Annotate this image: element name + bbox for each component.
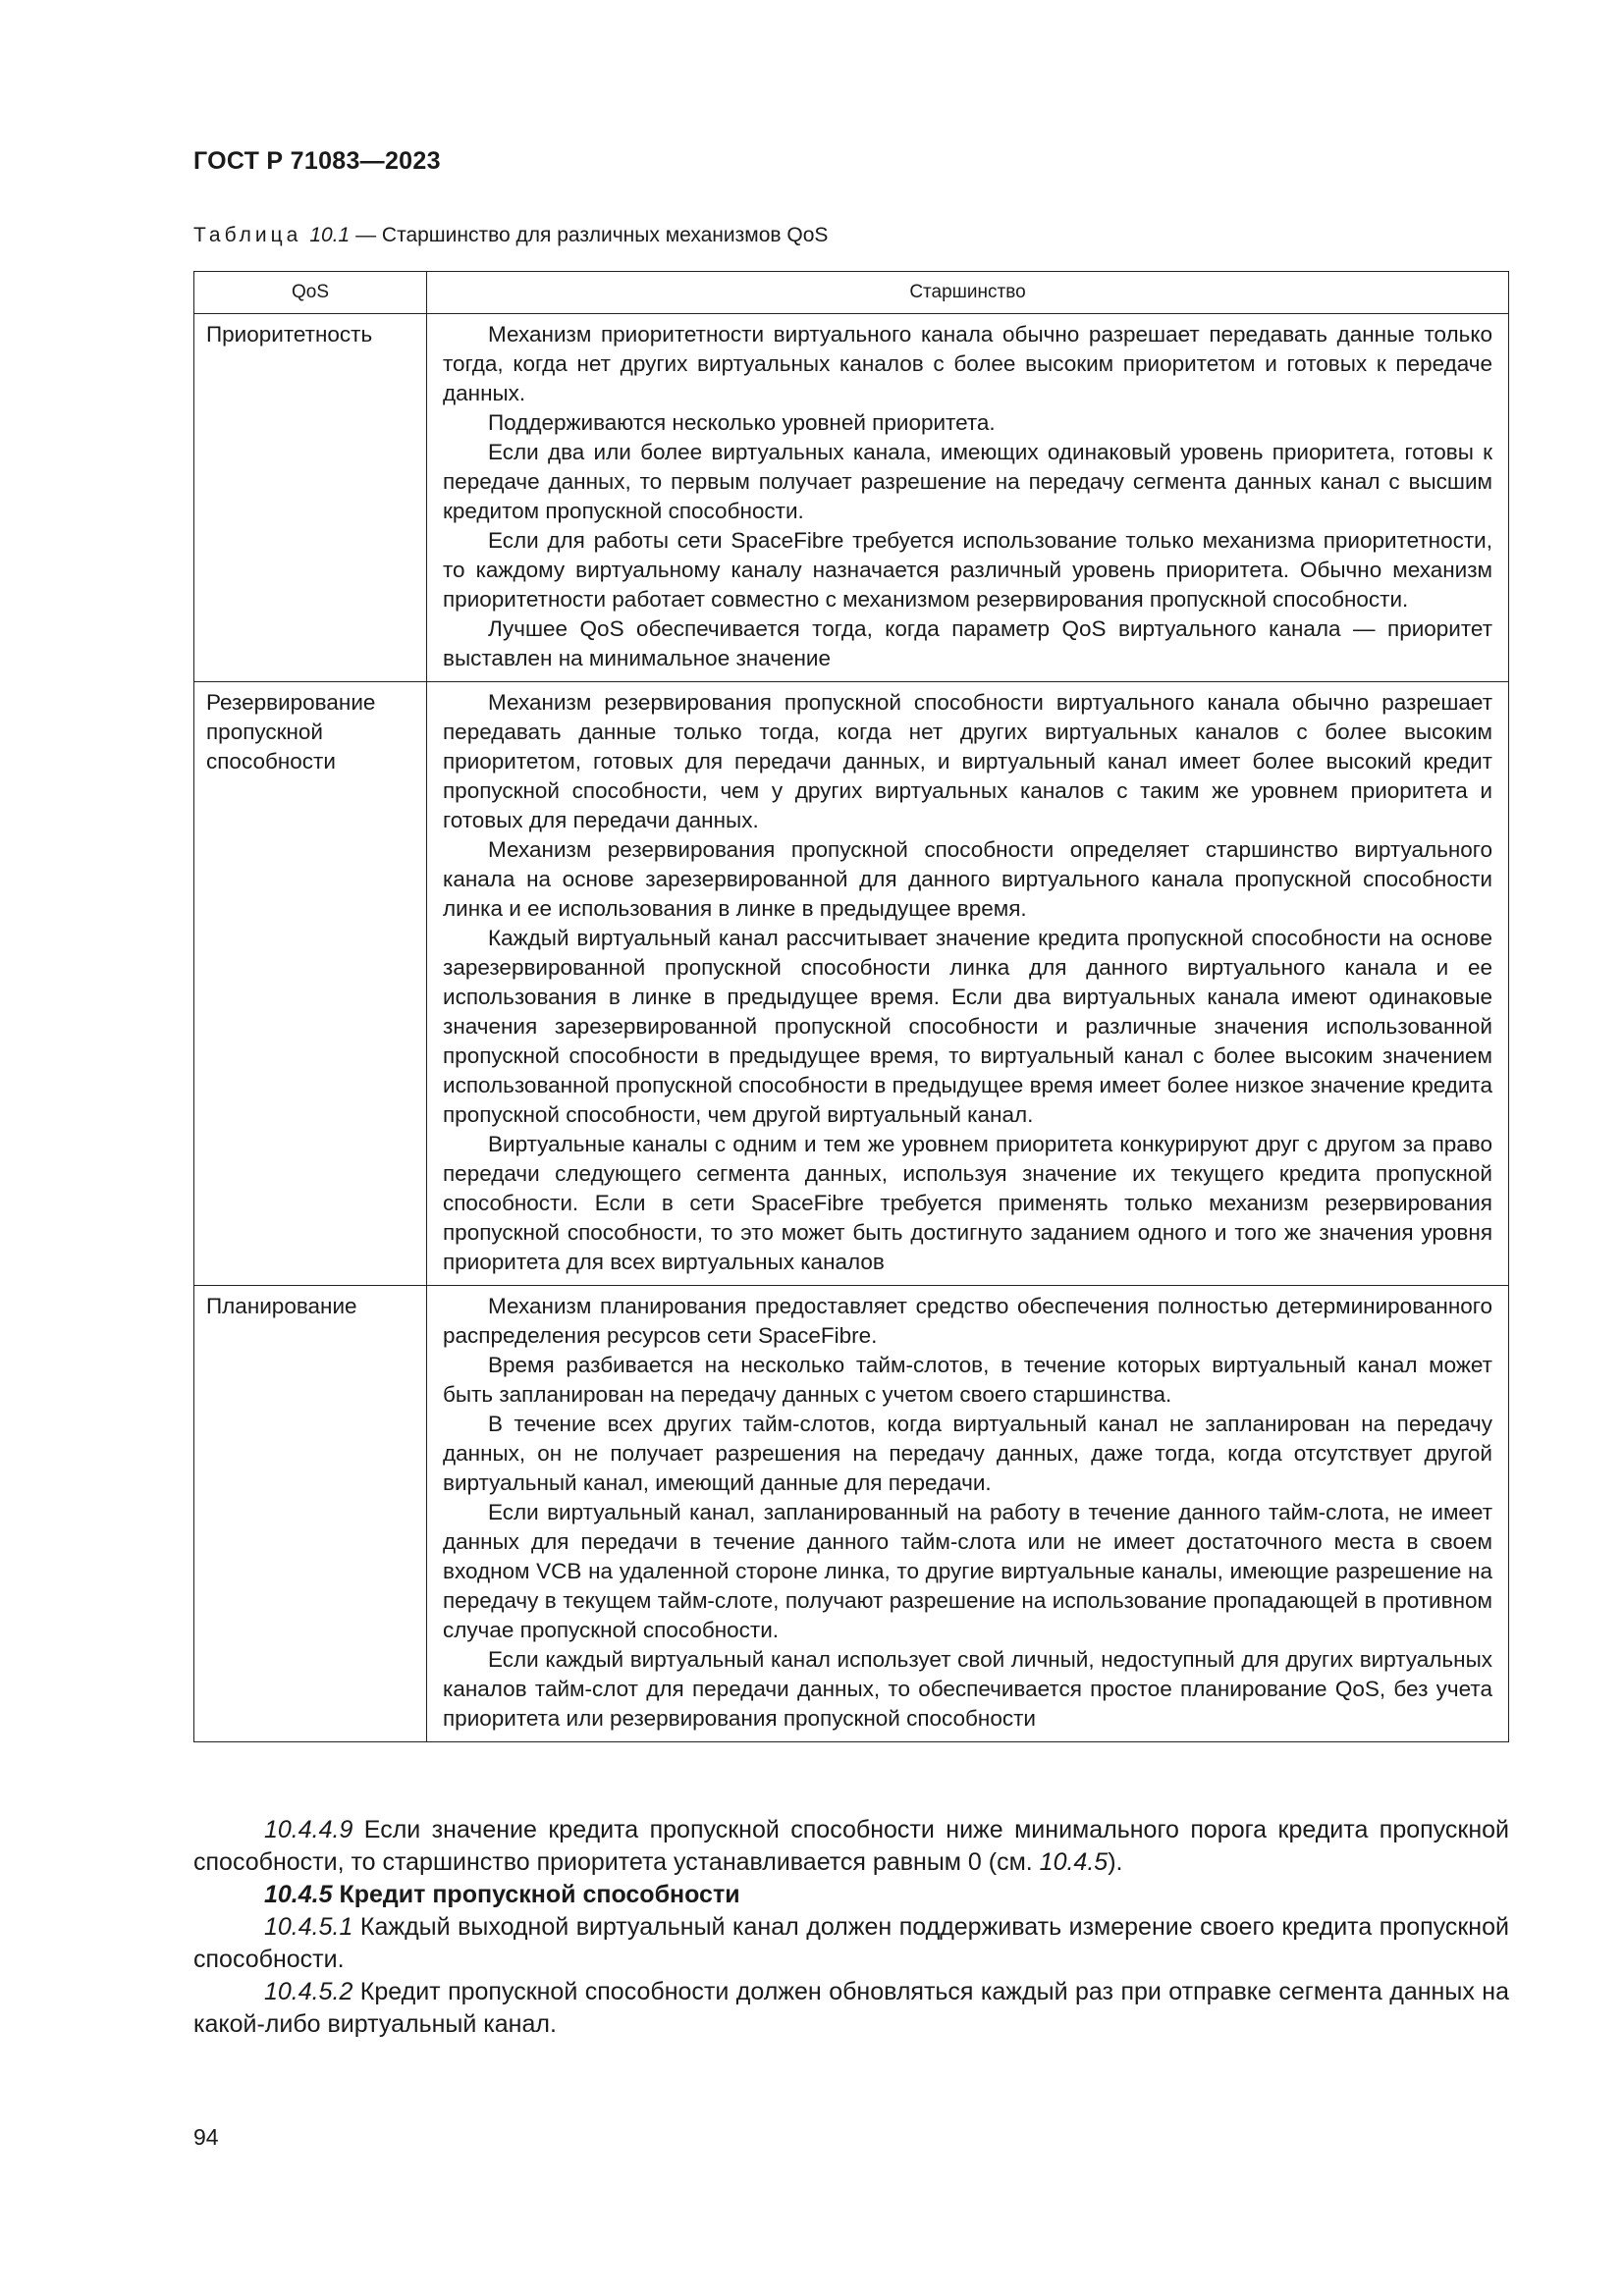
precedence-cell [427, 314, 1509, 682]
column-header-qos: QoS [194, 272, 427, 314]
table-header-row [194, 272, 1509, 314]
clause-text-end: ). [1108, 1848, 1123, 1876]
section-heading [193, 1879, 1509, 1911]
clause-10-4-5-2 [193, 1976, 1509, 2041]
precedence-paragraph: Механизм резервирования пропускной способности виртуального канала обычно разрешает передавать данные только тогда, когда нет других виртуальных каналов с более высоким приоритетом, готовых для передачи данных, и виртуальный канал имеет более высокий кредит пропускной способности, чем у других виртуальных каналов с таким же уровнем приоритета и готовых для передачи данных. [443, 690, 1492, 832]
qos-cell: Планирование [194, 1286, 427, 1742]
body-text [193, 1814, 1509, 2041]
precedence-paragraph: Механизм планирования предоставляет средство обеспечения полностью детерминированного распределения ресурсов сети SpaceFibre. [443, 1294, 1492, 1348]
table-row [194, 682, 1509, 1286]
precedence-paragraph: Виртуальные каналы с одним и тем же уровнем приоритета конкурируют друг с другом за право передачи следующего сегмента данных, используя значение их текущего кредита пропускной способности. Если в сети SpaceFibre требуется применять только механизм резервирования пропускной способности, то это может быть достигнуто заданием одного и того же значения уровня приоритета для всех виртуальных каналов [443, 1132, 1492, 1274]
clause-reference-link[interactable]: 10.4.5 [1039, 1848, 1109, 1876]
precedence-paragraph: Если два или более виртуальных канала, имеющих одинаковый уровень приоритета, готовы к передаче данных, то первым получает разрешение на передачу сегмента данных канал с высшим кредитом пропускной способности. [443, 440, 1492, 523]
qos-cell: Резервирование пропускной способности [194, 682, 427, 1286]
section-number: 10.4.5 [264, 1881, 333, 1908]
precedence-paragraph: В течение всех других тайм-слотов, когда виртуальный канал не запланирован на передачу данных, он не получает разрешения на передачу данных, даже тогда, когда отсутствует другой виртуальный канал, имеющий данные для передачи. [443, 1412, 1492, 1495]
precedence-paragraph: Механизм резервирования пропускной способности определяет старшинство виртуального канала на основе зарезервированной для данного виртуального канала пропускной способности линка и ее использования в линке в предыдущее время. [443, 837, 1492, 921]
clause-number: 10.4.5.1 [264, 1913, 353, 1941]
precedence-paragraph: Механизм приоритетности виртуального канала обычно разрешает передавать данные только тогда, когда нет других виртуальных каналов с более высоким приоритетом и готовых к передаче данных. [443, 322, 1492, 405]
precedence-paragraph: Время разбивается на несколько тайм-слотов, в течение которых виртуальный канал может быть запланирован на передачу данных с учетом своего старшинства. [443, 1353, 1492, 1407]
page-number: 94 [193, 2124, 219, 2150]
qos-cell: Приоритетность [194, 314, 427, 682]
precedence-paragraph: Если виртуальный канал, запланированный на работу в течение данного тайм-слота, не имеет данных для передачи в течение данного тайм-слота или не имеет достаточного места в своем входном VCB на удаленной стороне линка, то другие виртуальные каналы, имеющие разрешение на передачу в текущем тайм-слоте, получают разрешение на использование пропадающей в противном случае пропускной способности. [443, 1500, 1492, 1642]
clause-text: Кредит пропускной способности должен обновляться каждый раз при отправке сегмента данных на какой-либо виртуальный канал. [193, 1978, 1509, 2038]
clause-number: 10.4.4.9 [264, 1816, 353, 1843]
precedence-paragraph: Каждый виртуальный канал рассчитывает значение кредита пропускной способности на основе зарезервированной пропускной способности линка для данного виртуального канала и ее использования в линке в предыдущее время. Если два виртуальных канала имеют одинаковые значения зарезервированной пропускной способности и различные значения использованной пропускной способности в предыдущее время, то виртуальный канал с более высоким значением использованной пропускной способности в предыдущее время имеет более низкое значение кредита пропускной способности, чем другой виртуальный канал. [443, 926, 1492, 1127]
table-row [194, 314, 1509, 682]
precedence-paragraph: Если для работы сети SpaceFibre требуется использование только механизма приоритетности, то каждому виртуальному каналу назначается различный уровень приоритета. Обычно механизм приоритетности работает совместно с механизмом резервирования пропускной способности. [443, 528, 1492, 612]
table-row [194, 1286, 1509, 1742]
clause-10-4-5-1 [193, 1911, 1509, 1976]
precedence-cell [427, 1286, 1509, 1742]
qos-precedence-table [193, 271, 1509, 1742]
precedence-paragraph: Поддерживаются несколько уровней приоритета. [488, 410, 996, 435]
table-caption-word: Таблица [193, 224, 302, 246]
precedence-paragraph: Если каждый виртуальный канал использует свой личный, недоступный для других виртуальных каналов тайм-слот для передачи данных, то обеспечивается простое планирование QoS, без учета приоритета или резервирования пропускной способности [443, 1647, 1492, 1731]
table-caption-text: — Старшинство для различных механизмов QoS [355, 224, 829, 246]
clause-text: Если значение кредита пропускной способности ниже минимального порога кредита пропускной способности, то старшинство приоритета устанавливается равным 0 (см. [193, 1816, 1509, 1876]
clause-text: Каждый выходной виртуальный канал должен поддерживать измерение своего кредита пропускной способности. [193, 1913, 1509, 1973]
precedence-paragraph: Лучшее QoS обеспечивается тогда, когда параметр QoS виртуального канала — приоритет выставлен на минимальное значение [443, 616, 1492, 670]
document-header: ГОСТ Р 71083—2023 [193, 147, 441, 175]
section-title: Кредит пропускной способности [332, 1881, 740, 1908]
clause-10-4-4-9 [193, 1814, 1509, 1879]
table-caption-number: 10.1 [309, 224, 351, 246]
table-caption [193, 224, 828, 247]
clause-number: 10.4.5.2 [264, 1978, 353, 2005]
precedence-cell [427, 682, 1509, 1286]
column-header-precedence: Старшинство [427, 272, 1509, 314]
